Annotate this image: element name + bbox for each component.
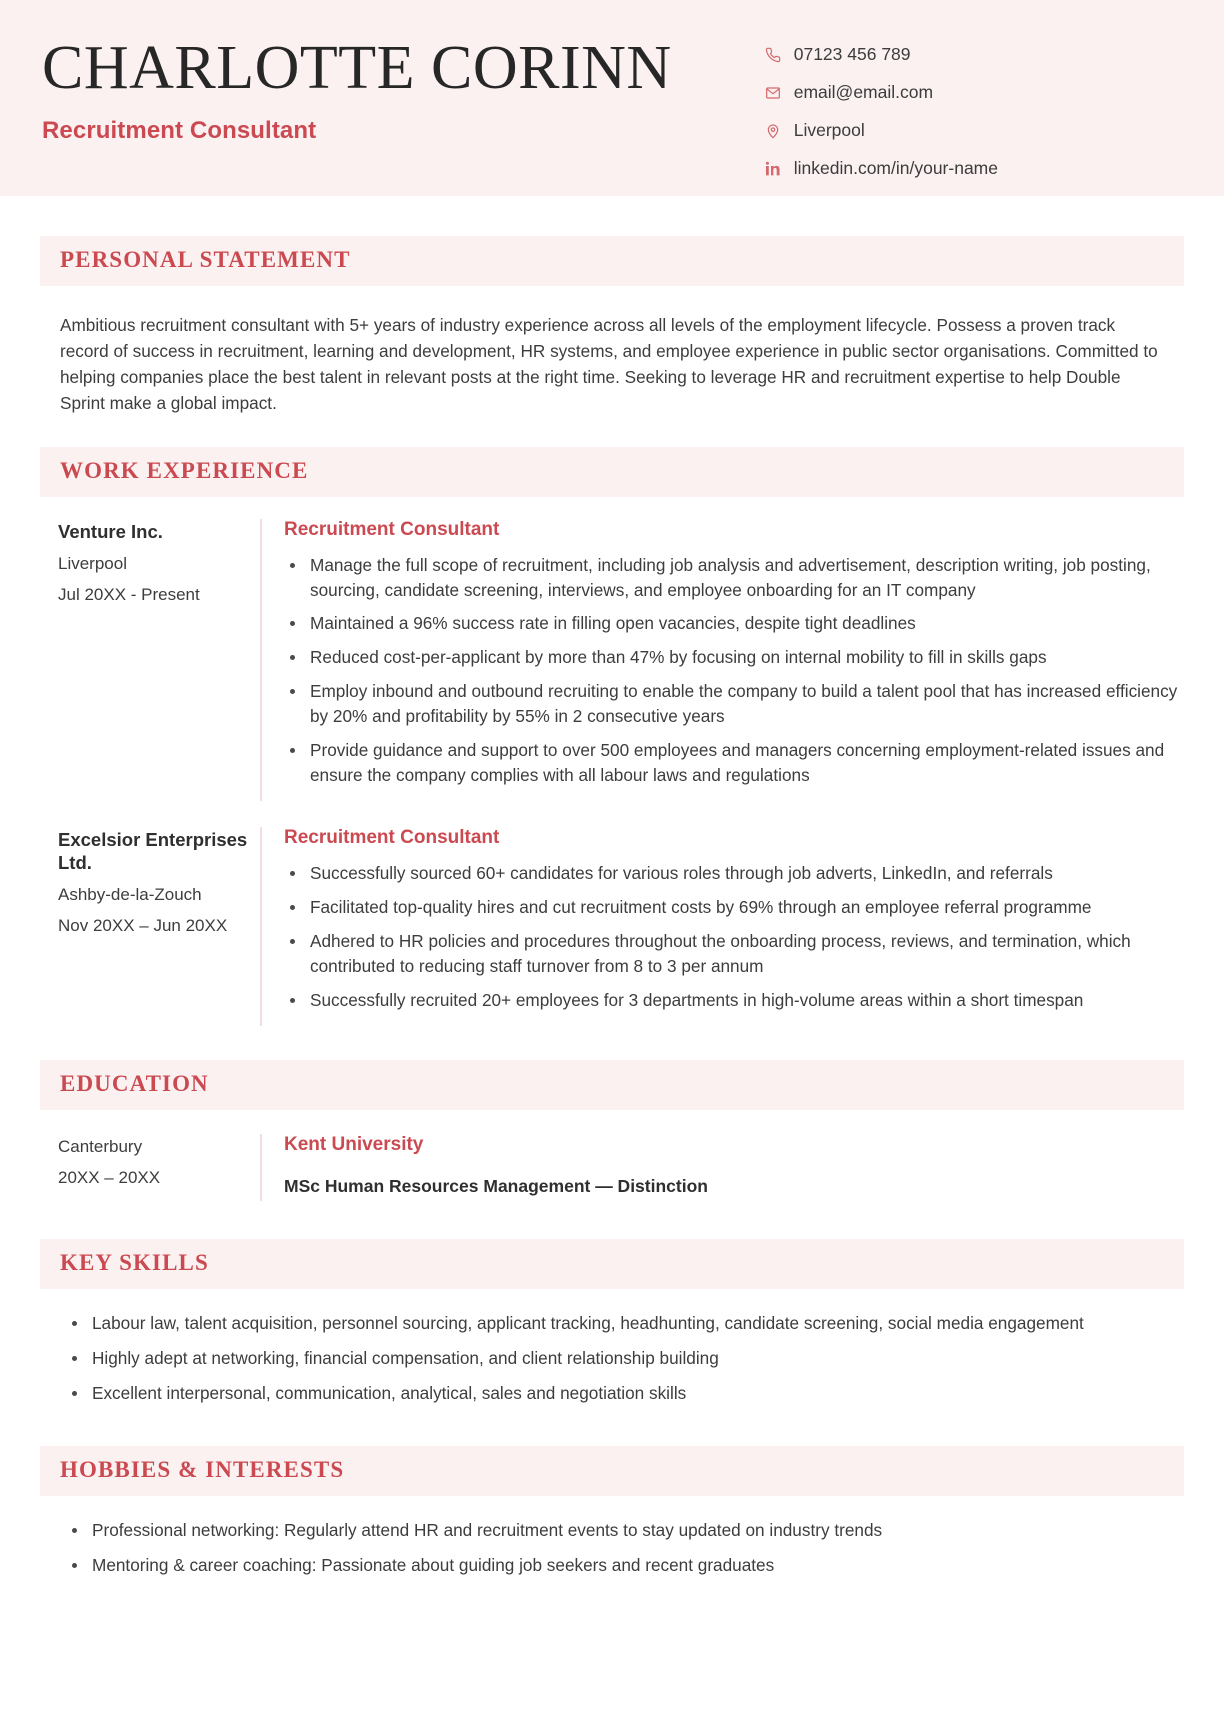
work-entry-body — [260, 827, 1184, 1026]
education-entry-institution: Kent University — [284, 1133, 424, 1155]
list-item: Employ inbound and outbound recruiting to enable the company to build a talent pool that has increased efficiency by 20% and profitability by 55% in 2 consecutive years — [284, 679, 1184, 729]
list-item: Adhered to HR policies and procedures throughout the onboarding process, reviews, and termination, which contributed to reducing staff turnover from 8 to 3 per annum — [284, 929, 1184, 979]
contact-phone[interactable] — [765, 44, 998, 65]
section-hobbies — [0, 1446, 1224, 1578]
list-item: Successfully recruited 20+ employees for 3 departments in high-volume areas within a short timespan — [284, 988, 1184, 1013]
education-entry-degree: MSc Human Resources Management — Distinction — [284, 1175, 708, 1196]
list-item: Labour law, talent acquisition, personnel sourcing, applicant tracking, headhunting, candidate screening, social media engagement — [64, 1311, 1164, 1336]
work-entry-organisation: Venture Inc. — [58, 520, 163, 542]
page-title: CHARLOTTE CORINN — [42, 34, 672, 102]
list-item: Professional networking: Regularly attend HR and recruitment events to stay updated on industry trends — [64, 1518, 1164, 1543]
work-entry-dates: Jul 20XX - Present — [58, 585, 200, 605]
work-experience-title: WORK EXPERIENCE — [60, 457, 309, 483]
phone-icon — [765, 46, 782, 63]
section-education — [0, 1060, 1224, 1201]
contact-linkedin-value: linkedin.com/in/your-name — [793, 158, 998, 178]
list-item: Highly adept at networking, financial compensation, and client relationship building — [64, 1346, 1164, 1371]
work-entry — [40, 519, 1184, 802]
contact-email[interactable] — [765, 82, 998, 103]
key-skills-title: KEY SKILLS — [60, 1249, 209, 1275]
work-entry-meta — [58, 519, 260, 802]
work-entry — [40, 827, 1184, 1026]
work-entry-meta — [58, 827, 260, 1026]
work-entry-dates: Nov 20XX – Jun 20XX — [58, 916, 228, 936]
personal-statement-band — [40, 236, 1184, 286]
work-entry-bullets — [284, 553, 1184, 789]
personal-statement-body — [40, 286, 1184, 417]
education-entry — [40, 1134, 1184, 1201]
work-entry-location: Liverpool — [58, 554, 127, 574]
work-entry-role: Recruitment Consultant — [284, 827, 500, 849]
contact-email-value: email@email.com — [793, 82, 934, 102]
list-item: Successfully sourced 60+ candidates for various roles through job adverts, LinkedIn, and referrals — [284, 861, 1184, 886]
key-skills-body — [40, 1289, 1184, 1406]
hobbies-band — [40, 1446, 1184, 1496]
list-item: Excellent interpersonal, communication, analytical, sales and negotiation skills — [64, 1381, 1164, 1406]
section-work-experience — [0, 447, 1224, 1026]
contact-linkedin[interactable] — [765, 158, 998, 179]
personal-statement-title: PERSONAL STATEMENT — [60, 247, 351, 272]
list-item: Reduced cost-per-applicant by more than 47% by focusing on internal mobility to fill in skills gaps — [284, 645, 1184, 670]
work-entry-bullets — [284, 861, 1184, 1013]
header-identity — [40, 34, 672, 145]
work-experience-band — [40, 447, 1184, 497]
education-entry-dates: 20XX – 20XX — [58, 1168, 161, 1187]
location-icon — [765, 122, 782, 139]
contact-location[interactable] — [765, 120, 998, 141]
contact-location-value: Liverpool — [793, 120, 865, 140]
hobbies-title: HOBBIES & INTERESTS — [60, 1456, 345, 1482]
education-entry-location: Canterbury — [58, 1136, 143, 1156]
list-item: Manage the full scope of recruitment, including job analysis and advertisement, description writing, job posting, sourcing, candidate screening, interviews, and employee onboarding for an IT company — [284, 553, 1184, 603]
key-skills-list — [64, 1311, 1164, 1406]
email-icon — [765, 84, 782, 101]
hobbies-list — [64, 1518, 1164, 1578]
education-title: EDUCATION — [60, 1070, 209, 1096]
section-personal-statement — [0, 236, 1224, 417]
contact-phone-value: 07123 456 789 — [793, 44, 911, 64]
education-entry-meta — [58, 1134, 260, 1201]
work-entry-organisation: Excelsior Enterprises Ltd. — [58, 829, 248, 873]
list-item: Provide guidance and support to over 500 employees and managers concerning employment-related issues and ensure the company complies with all labour laws and regulations — [284, 738, 1184, 788]
contact-list — [765, 34, 1184, 179]
header-job-title: Recruitment Consultant — [42, 117, 317, 145]
section-key-skills — [0, 1239, 1224, 1406]
list-item: Mentoring & career coaching: Passionate about guiding job seekers and recent graduates — [64, 1553, 1164, 1578]
work-entry-body — [260, 519, 1184, 802]
list-item: Facilitated top-quality hires and cut recruitment costs by 69% through an employee referral programme — [284, 895, 1184, 920]
hobbies-body — [40, 1496, 1184, 1578]
education-band — [40, 1060, 1184, 1110]
work-entry-role: Recruitment Consultant — [284, 518, 500, 540]
key-skills-band — [40, 1239, 1184, 1289]
work-entry-location: Ashby-de-la-Zouch — [58, 885, 202, 905]
list-item: Maintained a 96% success rate in filling open vacancies, despite tight deadlines — [284, 611, 1184, 636]
education-entry-body — [260, 1134, 1184, 1201]
linkedin-icon — [765, 160, 782, 177]
resume-header — [0, 0, 1224, 196]
personal-statement-text: Ambitious recruitment consultant with 5+ years of industry experience across all levels of the employment lifecycle. Possess a proven track record of success in recruitment, learning and development, HR systems, and employee experience in public sector organisations. Committed to helping companies place the best talent in relevant posts at the right time. Seeking to leverage HR and recruitment expertise to help Double Sprint make a global impact. — [60, 315, 1158, 414]
